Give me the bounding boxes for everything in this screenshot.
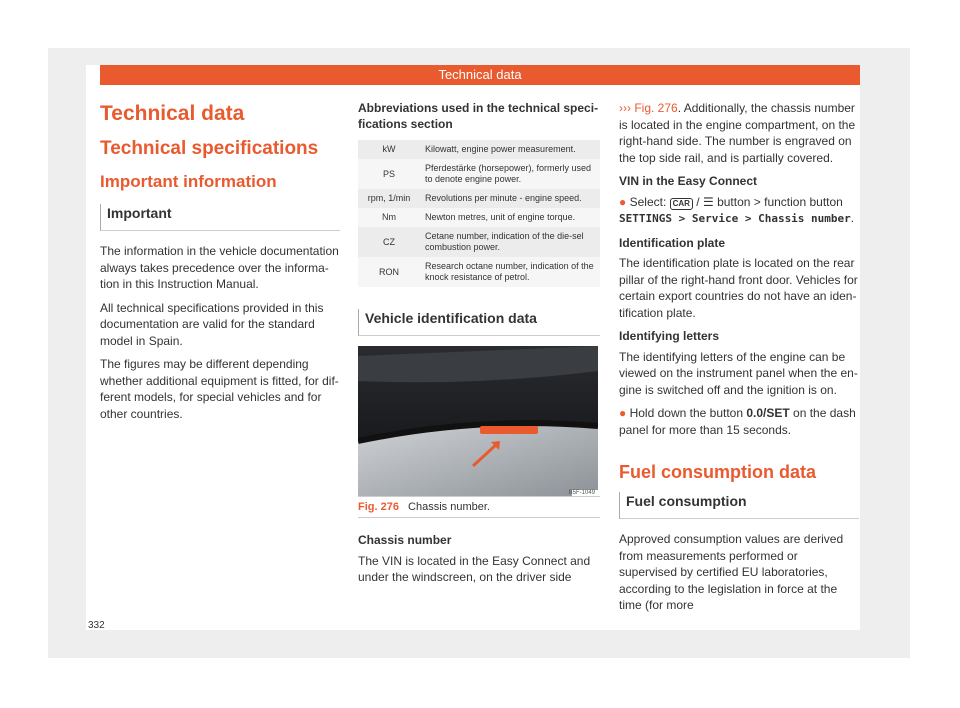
heading-technical-data: Technical data [100,102,245,125]
table-row [358,140,600,159]
identification-plate-text: The identification plate is located on the rear pillar of the right-hand front door. Vehicles for certain export countries do not have an iden-tification plate. [619,256,858,320]
table-cell-desc: Pferdestärke (horsepower), formerly used to denote engine power. [420,159,600,189]
column-2 [358,100,600,593]
running-header: Technical data [100,65,860,85]
table-cell-abbr: RON [358,257,420,287]
figure-chassis-number-image [358,346,598,496]
set-button-label: 0.0/SET [746,406,790,420]
table-row [358,159,600,189]
car-button-icon: CAR [670,198,693,210]
vin-plate [480,426,538,434]
paragraph: All technical specifications provided in this documentation are valid for the standard model in Spain. [100,300,324,348]
select-prefix: Select: [629,194,670,209]
hold-suffix: on the dash panel for more than 15 seconds. [619,406,856,437]
figure-caption-text: Chassis number. [408,501,490,513]
identifying-letters-text: The identifying letters of the engine can be viewed on the instrument panel when the en-gine is switched off and the ignition is on. [619,349,858,397]
period: . [850,211,855,225]
table-row [358,189,600,208]
continuation-paragraph [619,100,859,166]
bullet-icon: ● [619,406,627,420]
page-number: 332 [88,620,105,631]
column-3 [619,100,859,621]
table-cell-abbr: Nm [358,208,420,227]
table-row [358,227,600,257]
table-row [358,257,600,287]
table-title: Abbreviations used in the technical speci-fications section [358,101,599,131]
table-cell-abbr: kW [358,140,420,159]
table-cell-desc: Revolutions per minute - engine speed. [420,189,600,208]
column-1 [100,100,340,429]
figure-code: B5F-1049 [568,490,595,496]
subheading-fuel-consumption: Fuel consumption [619,492,859,519]
windscreen-illustration [358,346,598,496]
select-suffix: button > function button [713,194,843,209]
select-separator: / [692,194,703,209]
abbreviations-table [358,140,600,287]
table-row [358,208,600,227]
table-cell-desc: Cetane number, indication of the die-sel combustion power. [420,227,600,257]
heading-important-information: Important information [100,172,277,191]
subheading-important: Important [100,204,340,231]
paragraph: The figures may be different depending whether additional equipment is fitted, for dif-ferent models, for special vehicles and for other countries. [100,357,339,421]
table-cell-desc: Newton metres, unit of engine torque. [420,208,600,227]
hold-instruction [619,405,859,438]
bullet-icon: ● [619,194,627,209]
figure-number: Fig. 276 [358,501,399,513]
identifying-letters-heading: Identifying letters [619,329,720,343]
heading-technical-specifications: Technical specifications [100,138,319,159]
select-instruction [619,194,859,228]
identification-plate-heading: Identification plate [619,235,726,250]
table-cell-abbr: rpm, 1/min [358,189,420,208]
table-cell-abbr: CZ [358,227,420,257]
hold-prefix: Hold down the button [629,406,747,420]
fuel-consumption-text: Approved consumption values are derived from measurements performed or supervised by certified EU laboratories, according to the legislation in force at the time (for more [619,532,844,612]
chassis-number-text: The VIN is located in the Easy Connect and under the windscreen, on the driver side [358,553,591,584]
table-cell-desc: Research octane number, indication of the knock resistance of petrol. [420,257,600,287]
easy-connect-heading: VIN in the Easy Connect [619,174,758,188]
heading-fuel-consumption-data: Fuel consumption data [619,462,817,482]
continuation-arrow: ››› [619,101,631,115]
menu-path: SETTINGS > Service > Chassis number [619,212,851,225]
menu-icon: ☰ [702,194,714,209]
section-title-vehicle-identification: Vehicle identification data [358,309,600,336]
figure-reference-link[interactable]: Fig. 276 [634,101,678,115]
paragraph: The information in the vehicle documentation always takes precedence over the informa-tion in this Instruction Manual. [100,244,339,291]
continuation-text: . Additionally, the chassis number is located in the engine compartment, on the right-hand side. The number is engraved on the top side rail, and is partially covered. [619,101,856,165]
figure-caption [358,496,600,518]
chassis-number-heading: Chassis number [358,533,452,547]
table-cell-abbr: PS [358,159,420,189]
table-cell-desc: Kilowatt, engine power measurement. [420,140,600,159]
